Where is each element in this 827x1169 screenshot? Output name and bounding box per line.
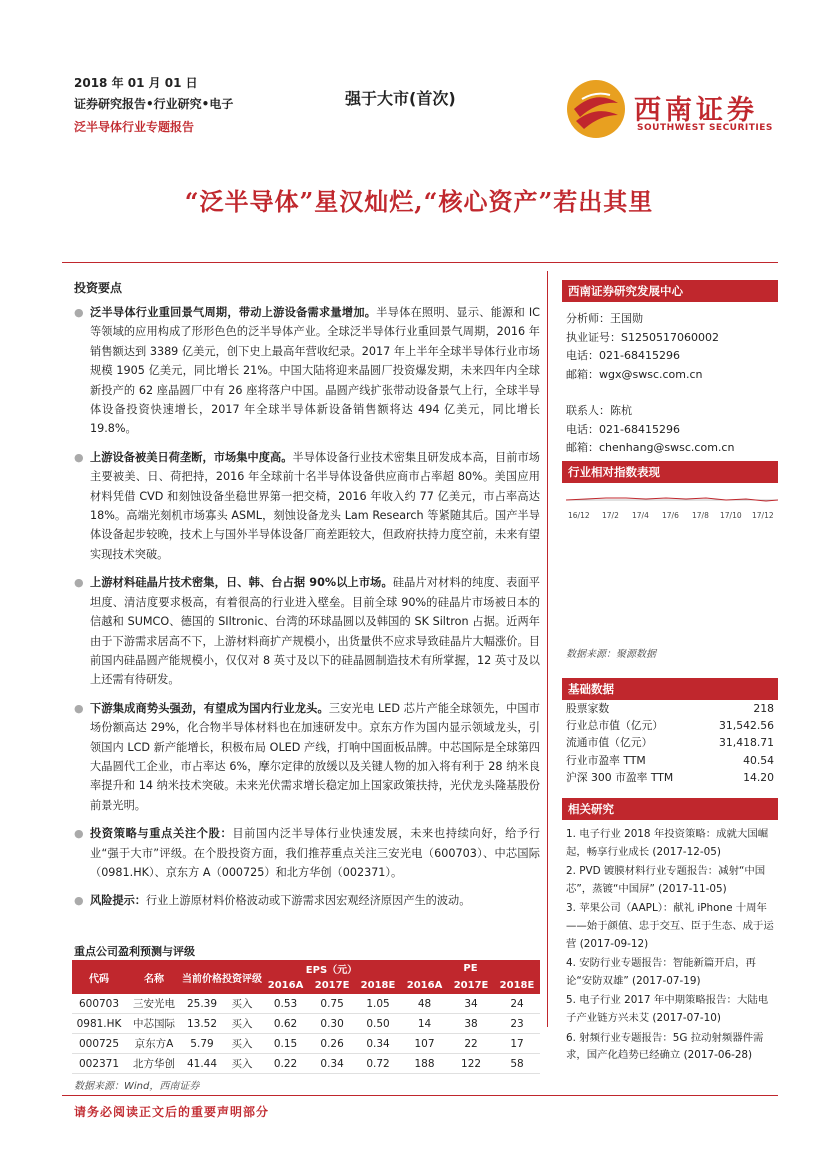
basic-key: 行业总市值（亿元）	[566, 719, 664, 733]
cell: 48	[401, 994, 448, 1014]
bullet-dot-icon: ●	[74, 306, 84, 319]
basic-row	[566, 769, 774, 786]
cell: 122	[448, 1054, 494, 1074]
cell: 0.72	[355, 1054, 401, 1074]
index-chart-title: 行业相对指数表现	[562, 461, 778, 483]
table-title: 重点公司盈利预测与评级	[74, 945, 195, 958]
col-year: 2017E	[448, 977, 494, 994]
basic-key: 股票家数	[566, 702, 610, 715]
index-chart	[566, 488, 778, 524]
col-year: 2017E	[309, 977, 355, 994]
basic-row	[566, 717, 774, 734]
bullet-lead: 下游集成商势头强劲，有望成为国内行业龙头。	[90, 701, 329, 715]
chart-tick: 17/2	[602, 511, 619, 520]
related-research-list	[566, 826, 776, 1067]
logo-icon	[566, 79, 626, 139]
cell: 13.52	[182, 1014, 222, 1034]
bullet-item	[74, 573, 540, 689]
basic-value: 31,418.71	[719, 736, 774, 750]
report-category: 证券研究报告•行业研究•电子	[74, 97, 234, 111]
table-row	[72, 1014, 540, 1034]
bullet-lead: 投资策略与重点关注个股：	[90, 827, 233, 841]
analyst-name: 分析师：王国勋	[566, 312, 643, 325]
cell: 0.15	[262, 1034, 309, 1054]
cell: 34	[448, 994, 494, 1014]
cell: 24	[494, 994, 540, 1014]
chart-tick: 17/12	[752, 511, 774, 520]
research-center-title: 西南证券研究发展中心	[562, 280, 778, 302]
chart-source: 数据来源：聚源数据	[566, 649, 656, 660]
cell: 25.39	[182, 994, 222, 1014]
cell: 23	[494, 1014, 540, 1034]
cell: 107	[401, 1034, 448, 1054]
cell: 22	[448, 1034, 494, 1054]
col-pe: PE	[401, 960, 540, 977]
cell: 0.22	[262, 1054, 309, 1074]
chart-tick: 17/8	[692, 511, 709, 520]
cell: 0.34	[355, 1034, 401, 1054]
chart-tick: 17/6	[662, 511, 679, 520]
bullet-text: 硅晶片对材料的纯度、表面平坦度、清洁度要求极高，有着很高的行业进入壁垒。目前全球 90%的硅晶片市场被日本的信越和 SUMCO、德国的 SIltronic、台湾的环球晶圆以及韩国的 SK Siltron 占据。近两年由于下游需求居高不下，上游材料商扩产规模小，出货量供不应求导致硅晶片大幅涨价。目前国内硅晶圆产能规模小，仅仅对 8 英寸及以下的硅晶圆制造技术有所掌握，12 英寸及以上还需有待研发。	[90, 576, 540, 687]
cell: 58	[494, 1054, 540, 1074]
cell: 14	[401, 1014, 448, 1034]
forecast-table	[72, 960, 540, 1074]
logo-subtext: SOUTHWEST SECURITIES	[637, 123, 773, 133]
analyst-license: 执业证号：S1250517060002	[566, 330, 719, 344]
table-row	[72, 1034, 540, 1054]
col-eps: EPS（元）	[262, 960, 401, 977]
bullet-text: 目前国内泛半导体行业快速发展，未来也持续向好，给予行业“强于大市”评级。在个股投资方面，我们推荐重点关注三安光电（600703）、中芯国际（0981.HK）、京东方 A（000725）和北方华创（002371）。	[90, 827, 540, 879]
logo-text: 西南证券	[634, 95, 758, 126]
basic-value: 218	[753, 702, 774, 715]
bullet-text: 行业上游原材料价格波动或下游需求因宏观经济原因产生的波动。	[145, 894, 471, 908]
research-item[interactable]: 5. 电子行业 2017 年中期策略报告：大陆电子产业链方兴未艾 (2017-07-10)	[566, 994, 769, 1024]
research-item[interactable]: 4. 安防行业专题报告：智能新篇开启，再论“安防双雄” (2017-07-19)	[566, 957, 756, 987]
basic-row	[566, 752, 774, 769]
bullet-item	[74, 303, 540, 439]
cell: 买入	[222, 994, 262, 1014]
cell: 买入	[222, 1054, 262, 1074]
research-item[interactable]: 3. 苹果公司（AAPL）：献礼 iPhone 十周年——始于颜值、忠于交互、臣于生态、成于运营 (2017-09-12)	[566, 902, 774, 950]
basic-key: 流通市值（亿元）	[566, 736, 653, 750]
basic-key: 沪深 300 市盈率 TTM	[566, 770, 674, 784]
basic-value: 31,542.56	[719, 719, 774, 733]
cell: 0.50	[355, 1014, 401, 1034]
chart-tick: 17/10	[720, 511, 742, 520]
footer-divider	[62, 1095, 778, 1096]
bullet-dot-icon: ●	[74, 450, 84, 464]
footer-disclaimer[interactable]: 请务必阅读正文后的重要声明部分	[74, 1105, 270, 1119]
research-item[interactable]: 1. 电子行业 2018 年投资策略：成就大国崛起，畅享行业成长 (2017-12-05)	[566, 828, 769, 858]
cell: 38	[448, 1014, 494, 1034]
cell: 000725	[72, 1034, 126, 1054]
divider	[62, 262, 778, 263]
bullet-item	[74, 699, 540, 815]
spacer	[566, 384, 776, 402]
basic-key: 行业市盈率 TTM	[566, 753, 646, 767]
analyst-info	[566, 310, 776, 458]
basic-row	[566, 700, 774, 717]
col-year: 2016A	[262, 977, 309, 994]
cell: 买入	[222, 1034, 262, 1054]
table-source: 数据来源：Wind，西南证券	[74, 1081, 200, 1092]
cell: 188	[401, 1054, 448, 1074]
col-year: 2016A	[401, 977, 448, 994]
chart-tick: 16/12	[568, 511, 590, 520]
cell: 买入	[222, 1014, 262, 1034]
cell: 北方华创	[126, 1054, 182, 1074]
summary-heading: 投资要点	[74, 281, 123, 295]
cell: 0.34	[309, 1054, 355, 1074]
col-price: 当前价格	[182, 960, 222, 994]
bullet-lead: 风险提示：	[90, 894, 146, 908]
cell: 京东方A	[126, 1034, 182, 1054]
basic-data-title: 基础数据	[562, 678, 778, 700]
cell: 600703	[72, 994, 126, 1014]
cell: 0.53	[262, 994, 309, 1014]
bullet-text: 半导体设备行业技术密集且研发成本高，目前市场主要被美、日、荷把持，2016 年全球前十名半导体设备供应商市占率超 80%。美国应用材料凭借 CVD 和刻蚀设备坐稳世界第一把交椅，2016 年收入约 77 亿美元，市占率高达 18%。高端光刻机市场寡头 ASML，刻蚀设备龙头 Lam Research 等紧随其后。国产半导体设备起步较晚，技术上与国外半导体设备厂商差距较大，但政府扶持力度空前，未来有望实现技术突破。	[90, 450, 540, 561]
bullet-dot-icon: ●	[74, 701, 84, 715]
cell: 1.05	[355, 994, 401, 1014]
bullet-item	[74, 824, 540, 882]
bullet-lead: 上游设备被美日荷垄断，市场集中度高。	[90, 450, 293, 464]
cell: 0.26	[309, 1034, 355, 1054]
bullet-dot-icon: ●	[74, 827, 84, 841]
cell: 002371	[72, 1054, 126, 1074]
analyst-phone: 电话：021-68415296	[566, 349, 680, 362]
cell: 三安光电	[126, 994, 182, 1014]
analyst-email[interactable]: 邮箱：wgx@swsc.com.cn	[566, 367, 703, 381]
bullet-item	[74, 891, 540, 910]
cell: 5.79	[182, 1034, 222, 1054]
bullet-dot-icon: ●	[74, 576, 84, 590]
col-year: 2018E	[355, 977, 401, 994]
cell: 0.75	[309, 994, 355, 1014]
bullet-lead: 上游材料硅晶片技术密集，日、韩、台占据 90%以上市场。	[90, 576, 393, 590]
bullet-text: 三安光电 LED 芯片产能全球领先，中国市场份额高达 29%，化合物半导体材料也在加速研发中。京东方作为国内显示领域龙头，引领国内 LCD 新产能增长，积极布局 OLED 产线，打响中国面板品牌。中芯国际是全球第四大晶圆代工企业，市占率达 6%，摩尔定律的放缓以及关键人物的加入将有利于 28 纳米良率提升和 14 纳米技术突破。未来光伏需求增长稳定加上国家政策扶持，光伏龙头隆基股份前景光明。	[90, 701, 540, 812]
contact-name: 联系人：陈杭	[566, 404, 632, 417]
basic-value: 14.20	[743, 770, 774, 784]
col-name: 名称	[126, 960, 182, 994]
bullet-text: 半导体在照明、显示、能源和 IC 等领域的应用构成了形形色色的泛半导体产业。全球泛半导体行业重回景气周期，2016 年销售额达到 3389 亿美元，创下史上最高年营收纪录。2017 年上半年全球半导体行业市场规模 1905 亿美元，同比增长 21%。中国大陆将迎来晶圆厂投资爆发期，未来四年内全球新投产的 62 座晶圆厂中有 26 座将落户中国。晶圆产线扩张带动设备景气上行，全球半导体设备投资快速增长，2017 年全球半导体新设备销售额将达 494 亿美元，同比增长 19.8%。	[90, 306, 540, 436]
cell: 0981.HK	[72, 1014, 126, 1034]
bullet-dot-icon: ●	[74, 894, 84, 908]
report-subtitle: 泛半导体行业专题报告	[74, 120, 195, 134]
research-item[interactable]: 2. PVD 镀膜材料行业专题报告：减射“中国芯”，蒸镀“中国屏” (2017-11-05)	[566, 865, 766, 895]
table-row	[72, 994, 540, 1014]
basic-value: 40.54	[743, 753, 774, 767]
basic-row	[566, 734, 774, 751]
column-divider	[547, 271, 548, 1027]
summary-bullets	[74, 303, 540, 920]
table-row	[72, 1054, 540, 1074]
bullet-lead: 泛半导体行业重回景气周期，带动上游设备需求量增加。	[90, 306, 377, 319]
contact-email[interactable]: 邮箱：chenhang@swsc.com.cn	[566, 441, 735, 454]
related-research-title: 相关研究	[562, 798, 778, 820]
research-item[interactable]: 6. 射频行业专题报告：5G 拉动射频器件需求，国产化趋势已经确立 (2017-06-28)	[566, 1031, 764, 1062]
bullet-item	[74, 448, 540, 564]
contact-phone: 电话：021-68415296	[566, 422, 680, 436]
chart-series-line	[566, 498, 778, 501]
col-code: 代码	[72, 960, 126, 994]
col-year: 2018E	[494, 977, 540, 994]
industry-rating: 强于大市(首次)	[345, 89, 456, 108]
page-title: “泛半导体”星汉灿烂,“核心资产”若出其里	[184, 187, 654, 216]
cell: 0.62	[262, 1014, 309, 1034]
cell: 41.44	[182, 1054, 222, 1074]
col-rating: 投资评级	[222, 960, 262, 994]
chart-tick: 17/4	[632, 511, 649, 520]
cell: 中芯国际	[126, 1014, 182, 1034]
report-date: 2018 年 01 月 01 日	[74, 76, 198, 90]
basic-data-list	[566, 700, 774, 786]
cell: 0.30	[309, 1014, 355, 1034]
cell: 17	[494, 1034, 540, 1054]
